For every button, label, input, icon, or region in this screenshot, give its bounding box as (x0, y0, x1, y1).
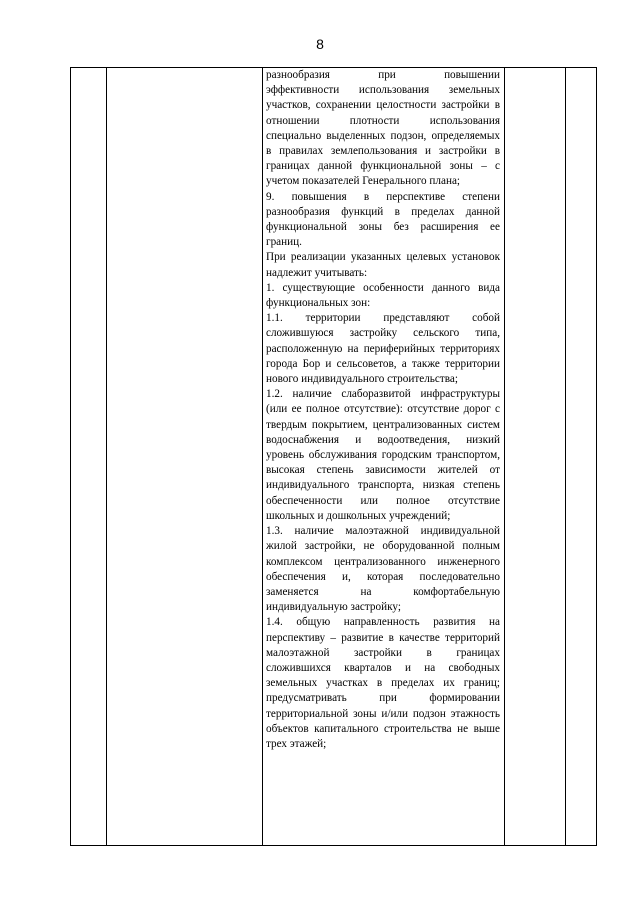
page-number: 8 (316, 36, 324, 52)
paragraph: 1.3. наличие малоэтажной индивидуальной жилой застройки, не оборудованной полным комплексом централизованного инженерного обеспечения и, которая последовательно заменяется на комфортабельную индивидуальную застройку; (266, 525, 500, 614)
table-border-left (70, 67, 71, 845)
paragraph: 1.4. общую направленность развития на перспективу – развитие в качестве территорий малоэтажной застройки в границах сложившихся кварталов и на свободных земельных участках в пределах их границ; предусматривать при формировании территориальной зоны и/или подзон этажность объектов капитального строительства не выше трех этажей; (266, 616, 500, 750)
table-column-divider (262, 67, 263, 845)
paragraph: При реализации указанных целевых установок надлежит учитывать: (266, 251, 500, 279)
table-bottom-border (70, 845, 597, 846)
table-border-right (596, 67, 597, 845)
paragraph: разнообразия при повышении (266, 69, 500, 81)
paragraph: 1.1. территории представляют собой сложившуюся застройку сельского типа, расположенную на периферийных территориях города Бор и сельсоветов, а также территории нового индивидуального строительства; (266, 312, 500, 386)
table-column-divider (565, 67, 566, 845)
table-column-divider (106, 67, 107, 845)
table-cell-text (266, 68, 500, 752)
table-column-divider (504, 67, 505, 845)
paragraph: эффективности использования земельных участков, сохранении целостности застройки в отношении плотности использования специально выделенных подзон, определяемых в правилах землепользования и застройки в границах данной функциональной зоны – с учетом показателей Генерального плана; (266, 84, 500, 188)
paragraph: 1.2. наличие слаборазвитой инфраструктуры (или ее полное отсутствие): отсутствие дорог с твердым покрытием, централизованных систем водоснабжения и водоотведения, низкий уровень обслуживания городским транспортом, высокая степень зависимости жителей от индивидуального транспорта, низкая степень обеспеченности или полное отсутствие школьных и дошкольных учреждений; (266, 388, 500, 522)
paragraph: 9. повышения в перспективе степени разнообразия функций в пределах данной функциональной зоны без расширения ее границ. (266, 190, 500, 249)
paragraph: 1. существующие особенности данного вида функциональных зон: (266, 281, 500, 310)
